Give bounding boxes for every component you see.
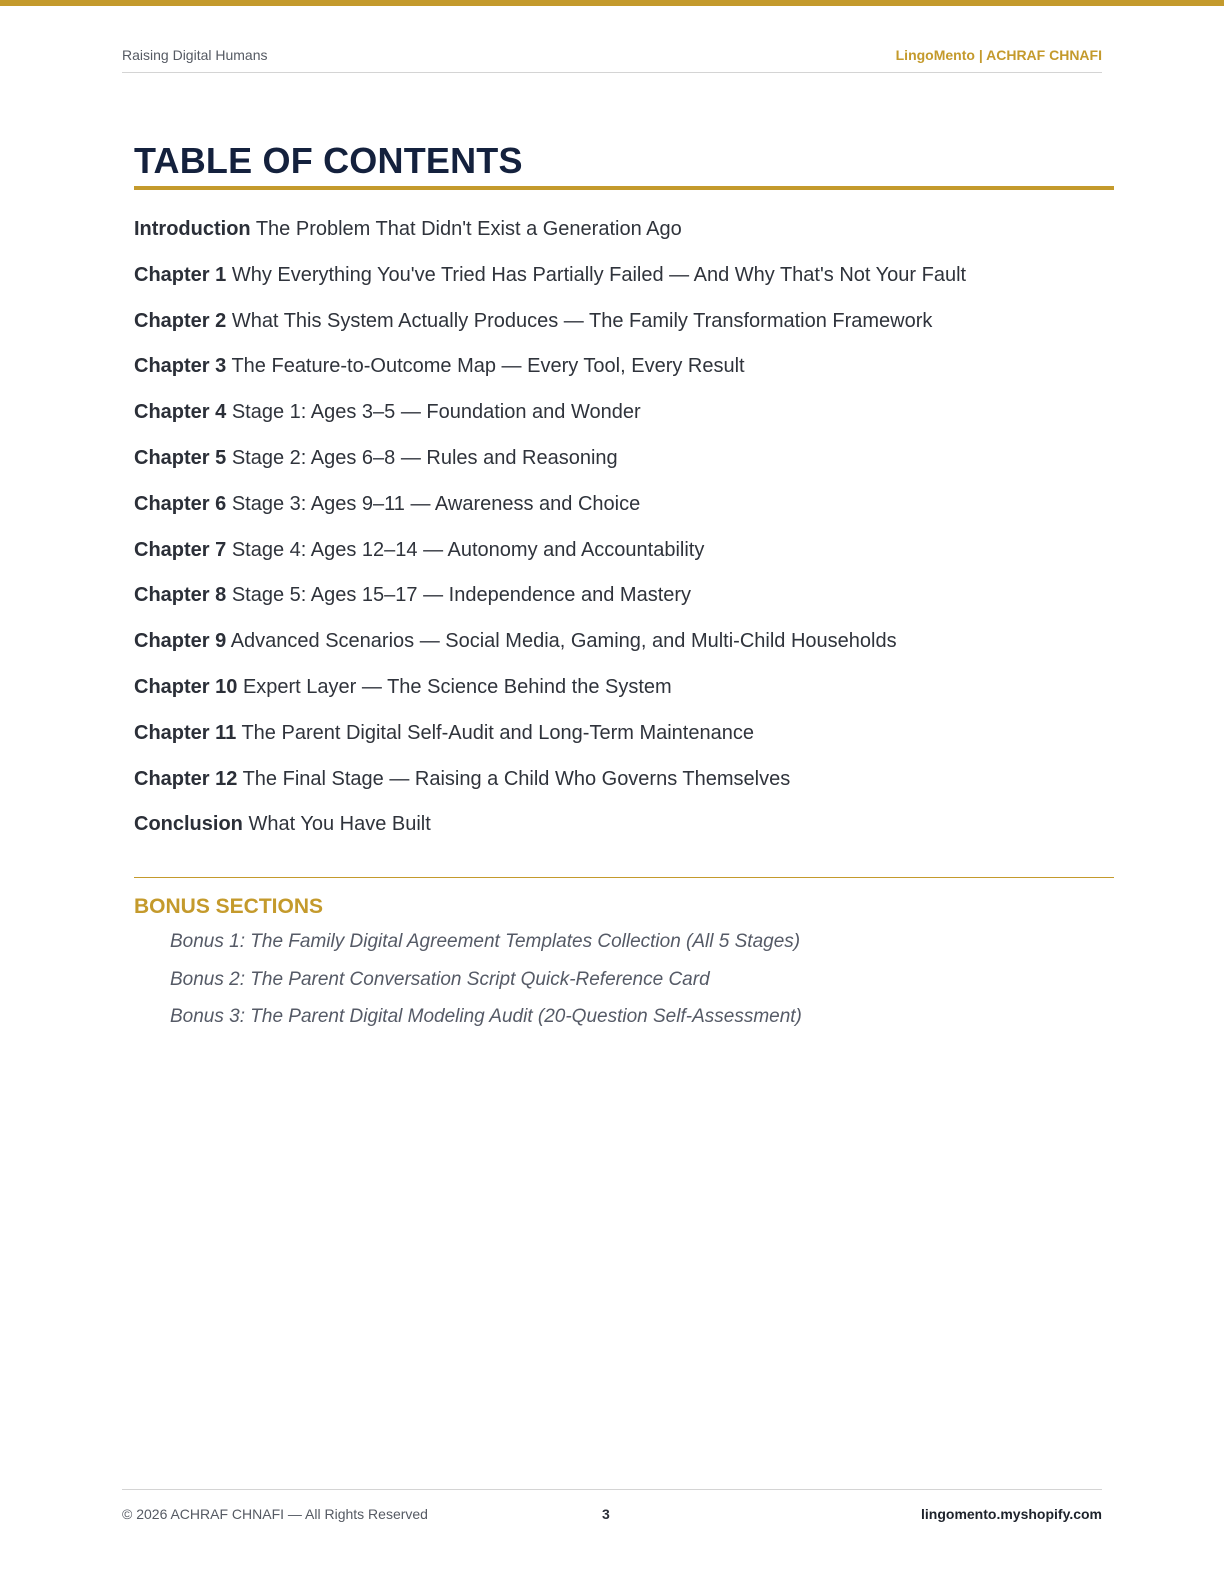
bonus-list — [170, 926, 802, 1039]
toc-entry-conclusion[interactable] — [134, 807, 1114, 853]
toc-entry-title: The Problem That Didn't Exist a Generation Ago — [255, 218, 682, 240]
toc-entry-title: Stage 3: Ages 9–11 — Awareness and Choice — [231, 492, 641, 515]
toc-entry-title: Advanced Scenarios — Social Media, Gaming, and Multi-Child Households — [230, 630, 897, 653]
copyright-notice: © 2026 ACHRAF CHNAFI — All Rights Reserved — [122, 1506, 428, 1522]
running-header — [122, 45, 1102, 73]
toc-entry-chapter-10[interactable] — [134, 670, 1114, 716]
toc-entry-label: Introduction — [134, 218, 251, 240]
brand-name: LingoMento | ACHRAF CHNAFI — [895, 47, 1102, 63]
toc-entry-title: Expert Layer — The Science Behind the System — [242, 675, 672, 698]
toc-entry-chapter-11[interactable] — [134, 716, 1114, 762]
document-title: Raising Digital Humans — [122, 47, 268, 63]
toc-entry-title: The Parent Digital Self-Audit and Long-Term Maintenance — [241, 721, 754, 744]
toc-entry-chapter-8[interactable] — [134, 578, 1114, 624]
toc-entry-title: Stage 2: Ages 6–8 — Rules and Reasoning — [231, 446, 618, 469]
toc-list — [134, 212, 1114, 853]
bonus-item-3[interactable]: Bonus 3: The Parent Digital Modeling Audit (20-Question Self-Assessment) — [170, 1006, 802, 1027]
toc-entry-title: What This System Actually Produces — The Family Transformation Framework — [231, 309, 933, 332]
page-number: 3 — [602, 1506, 610, 1522]
toc-entry-label: Chapter 4 — [134, 401, 227, 424]
page-title: TABLE OF CONTENTS — [134, 140, 523, 181]
running-footer — [122, 1489, 1102, 1530]
toc-entry-label: Conclusion — [134, 813, 243, 836]
toc-entry-title: Why Everything You've Tried Has Partially Failed — And Why That's Not Your Fault — [231, 263, 967, 286]
bonus-item-1[interactable]: Bonus 1: The Family Digital Agreement Templates Collection (All 5 Stages) — [170, 931, 801, 952]
title-underline — [134, 186, 1114, 190]
bonus-divider — [134, 877, 1114, 878]
toc-entry-title: Stage 1: Ages 3–5 — Foundation and Wonder — [231, 401, 641, 424]
toc-entry-chapter-3[interactable] — [134, 349, 1114, 395]
toc-entry-chapter-7[interactable] — [134, 533, 1114, 579]
bonus-item-2[interactable]: Bonus 2: The Parent Conversation Script Quick-Reference Card — [170, 968, 710, 990]
toc-entry-label: Chapter 10 — [134, 675, 238, 698]
toc-entry-chapter-9[interactable] — [134, 624, 1114, 670]
toc-entry-title: The Feature-to-Outcome Map — Every Tool, Every Result — [231, 355, 745, 378]
toc-entry-chapter-1[interactable] — [134, 258, 1114, 304]
toc-entry-label: Chapter 6 — [134, 492, 227, 515]
toc-entry-label: Chapter 1 — [134, 263, 227, 286]
toc-entry-chapter-2[interactable] — [134, 304, 1114, 350]
toc-entry-chapter-12[interactable] — [134, 762, 1114, 808]
toc-entry-title: Stage 4: Ages 12–14 — Autonomy and Accountability — [231, 538, 705, 561]
toc-entry-title: What You Have Built — [248, 813, 431, 836]
website-link[interactable]: lingomento.myshopify.com — [921, 1506, 1102, 1522]
bonus-sections-heading: BONUS SECTIONS — [134, 895, 324, 918]
toc-entry-label: Chapter 8 — [134, 584, 227, 607]
toc-entry-chapter-6[interactable] — [134, 487, 1114, 533]
toc-entry-label: Chapter 7 — [134, 538, 227, 561]
toc-entry-label: Chapter 9 — [134, 630, 227, 653]
toc-entry-chapter-4[interactable] — [134, 395, 1114, 441]
toc-entry-label: Chapter 5 — [134, 446, 227, 469]
toc-entry-introduction[interactable] — [134, 212, 1114, 258]
toc-entry-label: Chapter 2 — [134, 309, 227, 332]
toc-entry-label: Chapter 3 — [134, 355, 227, 378]
top-accent-bar — [0, 0, 1224, 6]
toc-entry-label: Chapter 12 — [134, 767, 238, 790]
toc-entry-label: Chapter 11 — [134, 721, 237, 744]
toc-entry-title: Stage 5: Ages 15–17 — Independence and Mastery — [231, 584, 692, 607]
toc-entry-title: The Final Stage — Raising a Child Who Governs Themselves — [242, 767, 791, 790]
toc-entry-chapter-5[interactable] — [134, 441, 1114, 487]
